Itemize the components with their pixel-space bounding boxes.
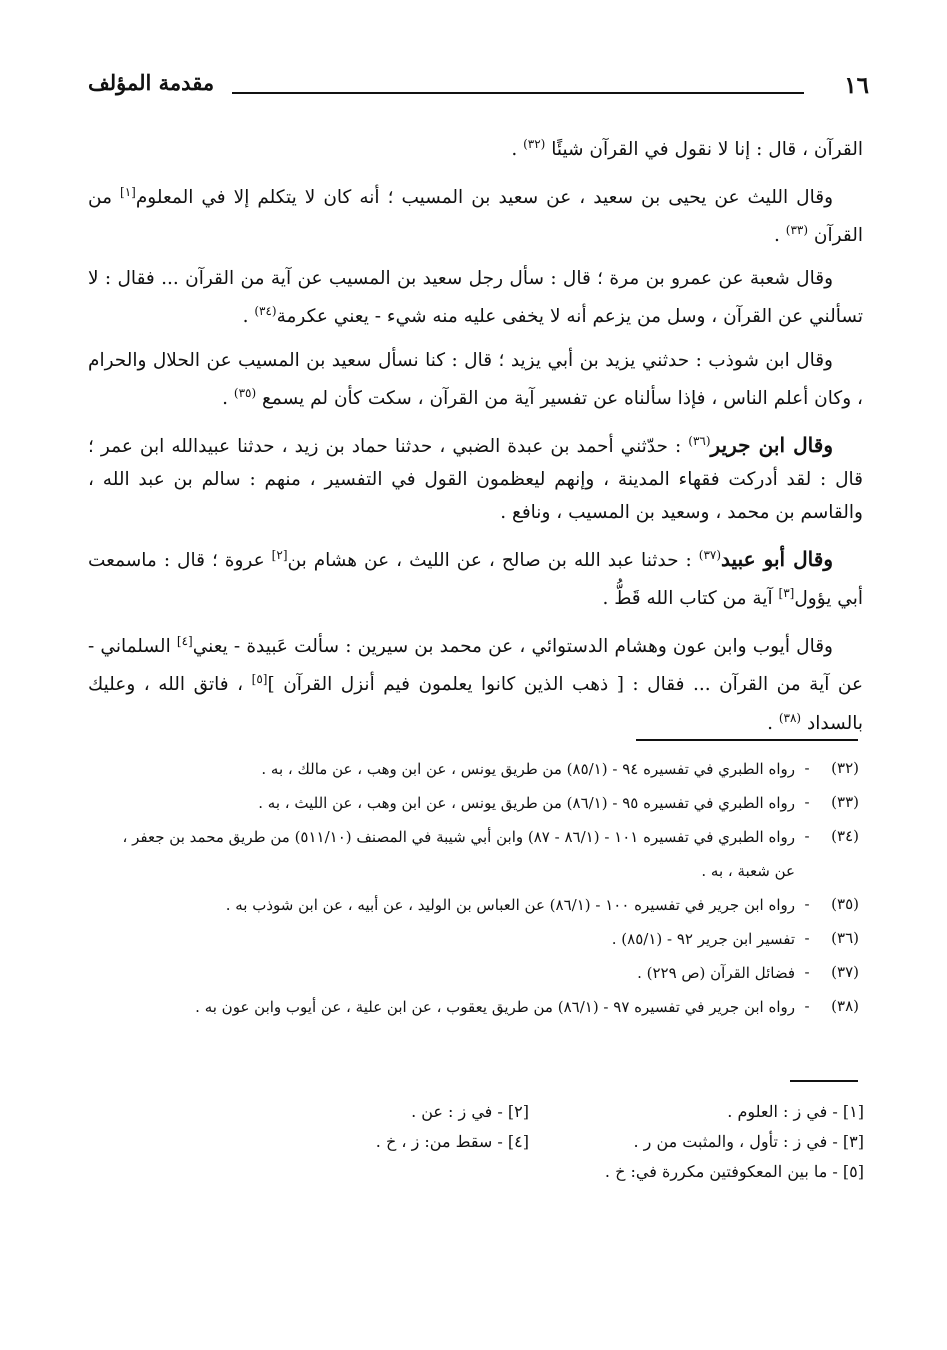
paragraph: القرآن ، قال : إنا لا نقول في القرآن شيئًا $^{(٣٢)}$ . bbox=[511, 137, 863, 161]
running-header: مقدمة المؤلف bbox=[88, 70, 215, 95]
variants-row bbox=[104, 1157, 864, 1187]
variant-number: [٣] bbox=[842, 1132, 864, 1151]
footnote: (٣٣) - رواه الطبري في تفسيره ٩٥ - (٨٦/١) من طريق يونس ، عن ابن وهب ، عن الليث ، به . bbox=[104, 786, 859, 820]
paragraph-lead: وقال أبو عبيد bbox=[721, 547, 833, 572]
footnote-number: (٣٤) bbox=[831, 827, 859, 845]
footnote-number: (٣٥) bbox=[831, 895, 859, 913]
footnote-text: رواه الطبري في تفسيره ٩٥ - (٨٦/١) من طريق يونس ، عن ابن وهب ، عن الليث ، به . bbox=[258, 794, 795, 812]
footnote: (٣٢) - رواه الطبري في تفسيره ٩٤ - (٨٥/١) من طريق يونس ، عن ابن وهب ، عن مالك ، به . bbox=[104, 752, 859, 786]
footnote-text: فضائل القرآن (ص ٢٢٩) . bbox=[637, 964, 795, 982]
variant-number: [٥] bbox=[842, 1162, 864, 1181]
variant-ref: [٥] bbox=[251, 672, 268, 687]
footnotes bbox=[104, 752, 859, 1024]
variant-ref: [٣] bbox=[778, 586, 795, 601]
footnotes-rule bbox=[636, 739, 858, 741]
paragraph: وقال أيوب وابن عون وهشام الدستوائي ، عن محمد بن سيرين : سألت عَبيدة - يعني[٤] السلماني - عن آية من القرآن ... فقال : [ ذهب الذين كانوا يعلمون فيم أنزل القرآن ][٥] ، فاتق الله ، وعليك بالسداد $^{(٣٨)}$ . bbox=[88, 634, 864, 734]
footnote: (٣٥) - رواه ابن جرير في تفسيره ١٠٠ - (٨٦/١) عن العباس بن الوليد ، عن أبيه ، عن ابن شوذب به . bbox=[104, 888, 859, 922]
variant-note: [٣] - في ز : تأول ، والمثبت من ر . bbox=[633, 1132, 864, 1151]
variant-note: [١] - في ز : العلوم . bbox=[727, 1102, 864, 1121]
footnote: (٣٦) - تفسير ابن جرير ٩٢ - (٨٥/١) . bbox=[104, 922, 859, 956]
footnote: (٣٧) - فضائل القرآن (ص ٢٢٩) . bbox=[104, 956, 859, 990]
manuscript-variants bbox=[104, 1097, 864, 1187]
footnote-text: رواه ابن جرير في تفسيره ٩٧ - (٨٦/١) من طريق يعقوب ، عن ابن علية ، عن أيوب وابن عون به . bbox=[195, 998, 795, 1016]
paragraph: وقال ابن جرير$^{(٣٦)}$ : حدّثني أحمد بن عبدة الضبي ، حدثنا حماد بن زيد ، حدثنا عبيدالله ابن عمر ؛ قال : لقد أدركت فقهاء المدينة ، وإنهم ليعظمون القول في التفسير ، منهم : سالم بن عبد الله ، والقاسم بن محمد ، وسعيد بن المسيب ، ونافع . bbox=[88, 432, 863, 523]
footnote-text: تفسير ابن جرير ٩٢ - (٨٥/١) . bbox=[611, 930, 795, 948]
variant-ref: [٤] bbox=[176, 634, 193, 649]
variants-row bbox=[104, 1097, 864, 1127]
variant-note: [٤] - سقط من: ز ، خ . bbox=[375, 1132, 529, 1151]
main-text bbox=[88, 128, 863, 750]
footnote: (٣٤) - رواه الطبري في تفسيره ١٠١ - (٨٦/١ - ٨٧) وابن أبي شيبة في المصنف (٥١١/١٠) من طريق محمد بن جعفر ، عن شعبة ، به . bbox=[104, 820, 859, 888]
paragraph: وقال الليث عن يحيى بن سعيد ، عن سعيد بن المسيب ؛ أنه كان لا يتكلم إلا في المعلوم[١] من القرآن $^{(٣٣)}$ . bbox=[88, 185, 863, 247]
page-number: ١٦ bbox=[844, 72, 869, 99]
variant-text: في ز : عن . bbox=[411, 1102, 493, 1121]
header-rule bbox=[232, 92, 804, 94]
footnote-number: (٣٢) bbox=[831, 759, 859, 777]
variant-text: في ز : العلوم . bbox=[727, 1102, 828, 1121]
footnote-ref: (٣٢) bbox=[523, 137, 546, 151]
variant-ref: [١] bbox=[120, 185, 136, 200]
variant-text: سقط من: ز ، خ . bbox=[375, 1132, 493, 1151]
footnote-ref: (٣٨) bbox=[778, 710, 802, 725]
footnote: (٣٨) - رواه ابن جرير في تفسيره ٩٧ - (٨٦/١) من طريق يعقوب ، عن ابن علية ، عن أيوب وابن عون به . bbox=[104, 990, 859, 1024]
footnote-ref: (٣٥) bbox=[233, 385, 257, 400]
variants-rule bbox=[790, 1080, 858, 1082]
variant-text: في ز : تأول ، والمثبت من ر . bbox=[633, 1132, 828, 1151]
footnote-number: (٣٦) bbox=[831, 929, 859, 947]
footnote-number: (٣٧) bbox=[831, 963, 859, 981]
footnote-text: رواه ابن جرير في تفسيره ١٠٠ - (٨٦/١) عن العباس بن الوليد ، عن أبيه ، عن ابن شوذب به . bbox=[225, 896, 795, 914]
variant-number: [١] bbox=[842, 1102, 864, 1121]
paragraph: وقال شعبة عن عمرو بن مرة ؛ قال : سأل رجل سعيد بن المسيب عن آية من القرآن ... فقال : لا تسألني عن القرآن ، وسل من يزعم أنه لا يخفى عليه منه شيء - يعني عكرمة$^{(٣٤)}$ . bbox=[88, 268, 863, 328]
variants-row bbox=[104, 1127, 864, 1157]
footnote-number: (٣٨) bbox=[831, 997, 859, 1015]
paragraph-lead: وقال ابن جرير bbox=[710, 432, 833, 457]
footnote-number: (٣٣) bbox=[831, 793, 859, 811]
variant-number: [٤] bbox=[507, 1132, 529, 1151]
footnote-ref: (٣٦) bbox=[688, 433, 711, 448]
footnote-text: رواه الطبري في تفسيره ١٠١ - (٨٦/١ - ٨٧) وابن أبي شيبة في المصنف (٥١١/١٠) من طريق محمد بن جعفر ، عن شعبة ، به . bbox=[122, 828, 795, 880]
footnote-ref: (٣٤) bbox=[254, 304, 277, 319]
variant-number: [٢] bbox=[507, 1102, 529, 1121]
variant-text: ما بين المعكوفتين مكررة في: خ . bbox=[604, 1162, 828, 1181]
variant-note: [٥] - ما بين المعكوفتين مكررة في: خ . bbox=[604, 1162, 864, 1181]
paragraph: وقال ابن شوذب : حدثني يزيد بن أبي يزيد ؛ قال : كنا نسأل سعيد بن المسيب عن الحلال والحرام ، وكان أعلم الناس ، فإذا سألناه عن تفسير آية من القرآن ، سكت كأن لم يسمع $^{(٣٥)}$ . bbox=[88, 349, 863, 409]
footnote-ref: (٣٣) bbox=[785, 223, 809, 238]
paragraph: وقال أبو عبيد$^{(٣٧)}$ : حدثنا عبد الله بن صالح ، عن الليث ، عن هشام بن[٢] عروة ؛ قال : ماسمعت أبي يؤول[٣] آية من كتاب الله قَطُّ . bbox=[88, 547, 863, 610]
footnote-text: رواه الطبري في تفسيره ٩٤ - (٨٥/١) من طريق يونس ، عن ابن وهب ، عن مالك ، به . bbox=[261, 760, 795, 778]
variant-note: [٢] - في ز : عن . bbox=[411, 1102, 529, 1121]
footnote-ref: (٣٧) bbox=[698, 547, 722, 562]
variant-ref: [٢] bbox=[271, 547, 288, 562]
